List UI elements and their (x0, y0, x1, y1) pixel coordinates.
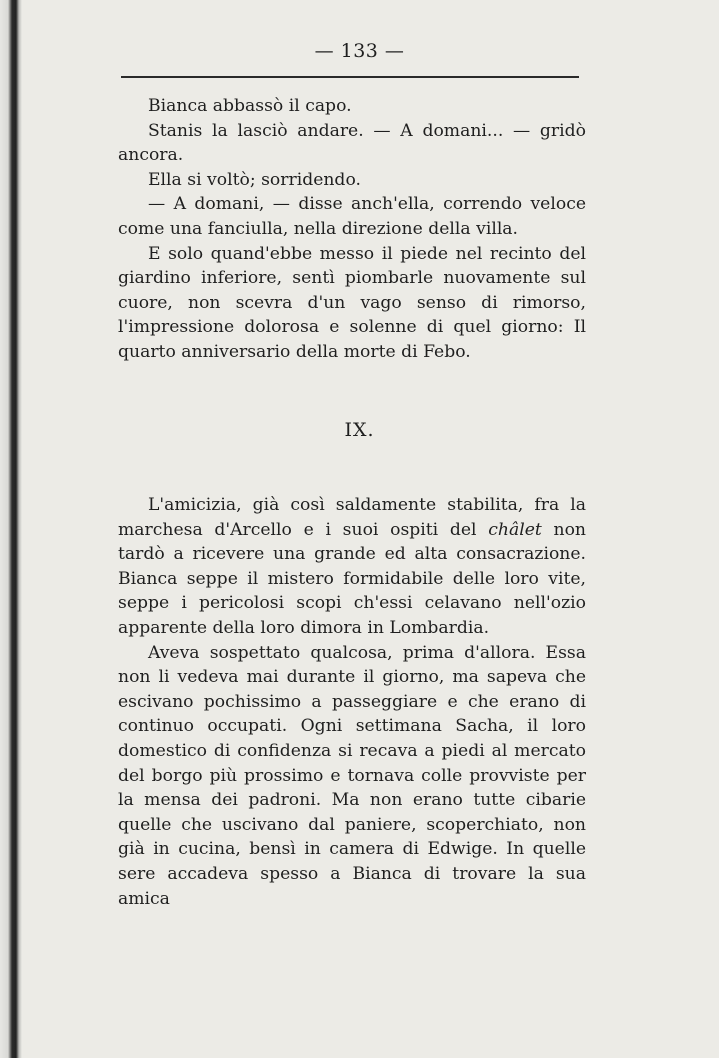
paragraph: Ella si voltò; sorridendo. (148, 169, 361, 190)
text-section-2 (118, 493, 586, 911)
paragraph: Aveva sospettato qualcosa, prima d'allora. Essa non li vedeva mai durante il giorno, ma sapeva che escivano pochissimo a passeggiare e che erano di continuo occupati. Ogni settimana Sacha, il loro domestico di confidenza si recava a piedi al mercato del borgo più prossimo e tornava colle provviste per la mensa dei padroni. Ma non erano tutte cibarie quelle che uscivano dal paniere, scoperchiato, non già in cucina, bensì in camera di Edwige. In quelle sere accadeva spesso a Bianca di trovare la sua amica (118, 642, 586, 909)
italic-word: châlet (488, 519, 542, 540)
paragraph-text: L'amicizia, già così saldamente stabilita, fra la marchesa d'Arcello e i suoi ospiti del (118, 495, 586, 540)
book-spine-edge (0, 0, 22, 1058)
paragraph: Stanis la lasciò andare. — A domani... — gridò ancora. (118, 120, 586, 166)
chapter-heading: IX. (344, 419, 375, 441)
paragraph: E solo quand'ebbe messo il piede nel recinto del giardino inferiore, sentì piombarle nuovamente sul cuore, non scevra d'un vago senso di rimorso, l'impressione dolorosa e solenne di quel giorno: Il quarto anniversario della morte di Febo. (118, 243, 586, 362)
paragraph: Bianca abbassò il capo. (148, 96, 352, 116)
paragraph: — A domani, — disse anch'ella, correndo veloce come una fanciulla, nella direzione della villa. (118, 194, 586, 239)
text-section-1 (118, 94, 586, 365)
paragraph-text: non tardò a ricevere una grande ed alta consacrazione. Bianca seppe il mistero formidabile delle loro vite, seppe i pericolosi scopi ch'essi celavano nell'ozio apparente della loro dimora in Lombardia. (118, 519, 586, 638)
paragraph (118, 493, 586, 641)
page-number: — 133 — (314, 40, 405, 62)
header-rule (121, 76, 579, 78)
